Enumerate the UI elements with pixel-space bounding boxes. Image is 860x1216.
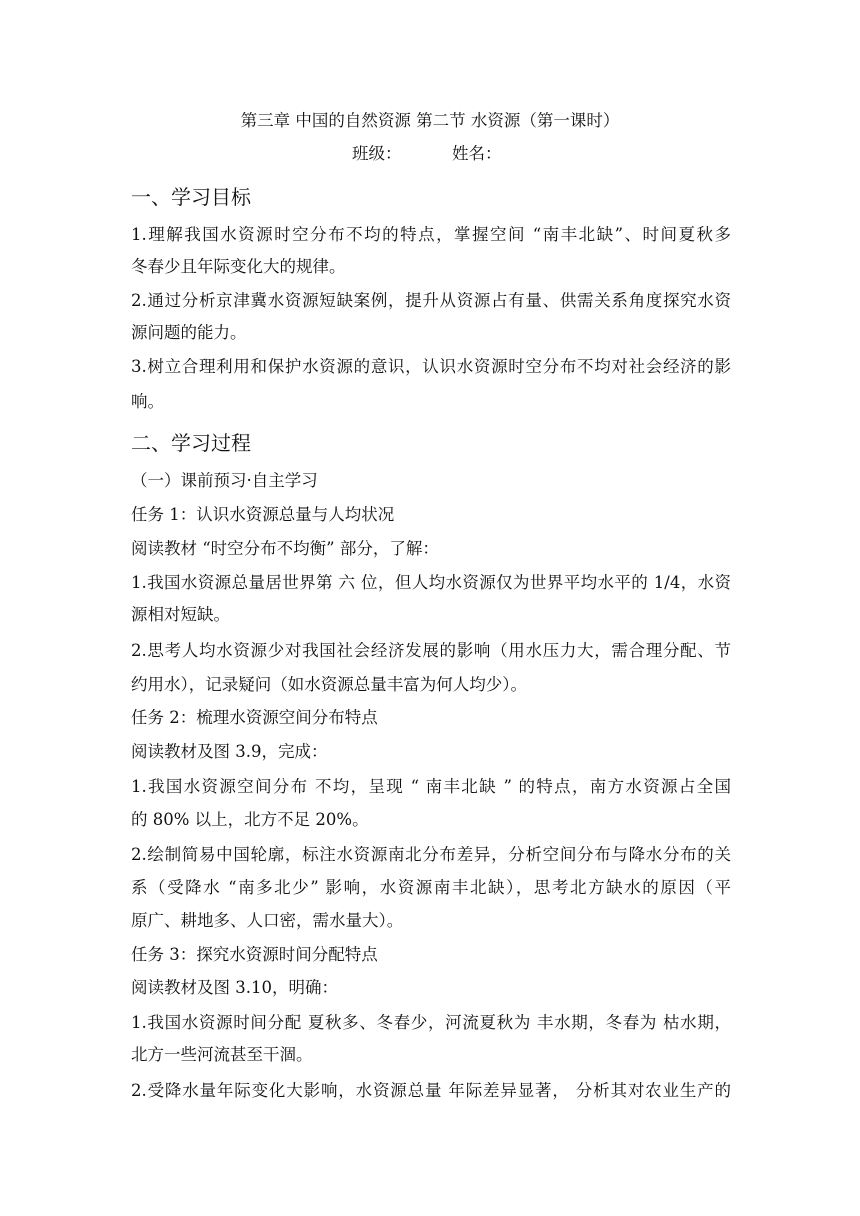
objective-line: 冬春少且年际变化大的规律。 bbox=[131, 257, 346, 276]
body-line: 阅读教材及图 3.9，完成： bbox=[131, 742, 328, 761]
body-line: 系（受降水 “南多北少” 影响，水资源南丰北缺），思考北方缺水的原因（平 bbox=[131, 878, 731, 897]
section-heading-objectives: 一、学习目标 bbox=[131, 185, 251, 209]
body-line: 的 80% 以上，北方不足 20%。 bbox=[131, 810, 369, 829]
body-line: 2.绘制简易中国轮廓，标注水资源南北分布差异，分析空间分布与降水分布的关 bbox=[131, 845, 731, 864]
objective-line: 源问题的能力。 bbox=[131, 323, 247, 342]
body-line: 源相对短缺。 bbox=[131, 605, 230, 624]
subsection-heading: （一）课前预习·自主学习 bbox=[131, 471, 318, 490]
body-line: 1.我国水资源时间分配 夏秋多、冬春少，河流夏秋为 丰水期，冬春为 枯水期， bbox=[131, 1013, 731, 1032]
task-heading: 任务 3：探究水资源时间分配特点 bbox=[131, 945, 378, 964]
body-line: 阅读教材 “时空分布不均衡” 部分，了解： bbox=[131, 539, 439, 558]
objective-line: 响。 bbox=[131, 392, 164, 411]
document-title: 第三章 中国的自然资源 第二节 水资源（第一课时） bbox=[240, 111, 620, 130]
body-line: 约用水），记录疑问（如水资源总量丰富为何人均少）。 bbox=[131, 675, 527, 694]
section-heading-process: 二、学习过程 bbox=[131, 431, 251, 455]
body-line: 2.思考人均水资源少对我国社会经济发展的影响（用水压力大，需合理分配、节 bbox=[131, 641, 731, 660]
body-line: 1.我国水资源总量居世界第 六 位，但人均水资源仅为世界平均水平的 1/4，水资 bbox=[131, 573, 731, 592]
body-line: 1.我国水资源空间分布 不均，呈现 “ 南丰北缺 ” 的特点，南方水资源占全国 bbox=[131, 777, 731, 796]
body-line: 北方一些河流甚至干涸。 bbox=[131, 1045, 313, 1064]
objective-line: 2.通过分析京津冀水资源短缺案例，提升从资源占有量、供需关系角度探究水资 bbox=[131, 291, 731, 310]
task-heading: 任务 2：梳理水资源空间分布特点 bbox=[131, 708, 378, 727]
class-label: 班级： bbox=[352, 144, 402, 163]
name-label: 姓名： bbox=[452, 144, 502, 163]
objective-line: 1.理解我国水资源时空分布不均的特点，掌握空间 “南丰北缺”、时间夏秋多 bbox=[131, 225, 731, 244]
body-line: 原广、耕地多、人口密，需水量大）。 bbox=[131, 911, 404, 930]
body-line: 阅读教材及图 3.10，明确： bbox=[131, 978, 338, 997]
task-heading: 任务 1：认识水资源总量与人均状况 bbox=[131, 505, 395, 524]
body-line: 2.受降水量年际变化大影响，水资源总量 年际差异显著， 分析其对农业生产的 bbox=[131, 1081, 731, 1100]
objective-line: 3.树立合理利用和保护水资源的意识，认识水资源时空分布不均对社会经济的影 bbox=[131, 357, 731, 376]
